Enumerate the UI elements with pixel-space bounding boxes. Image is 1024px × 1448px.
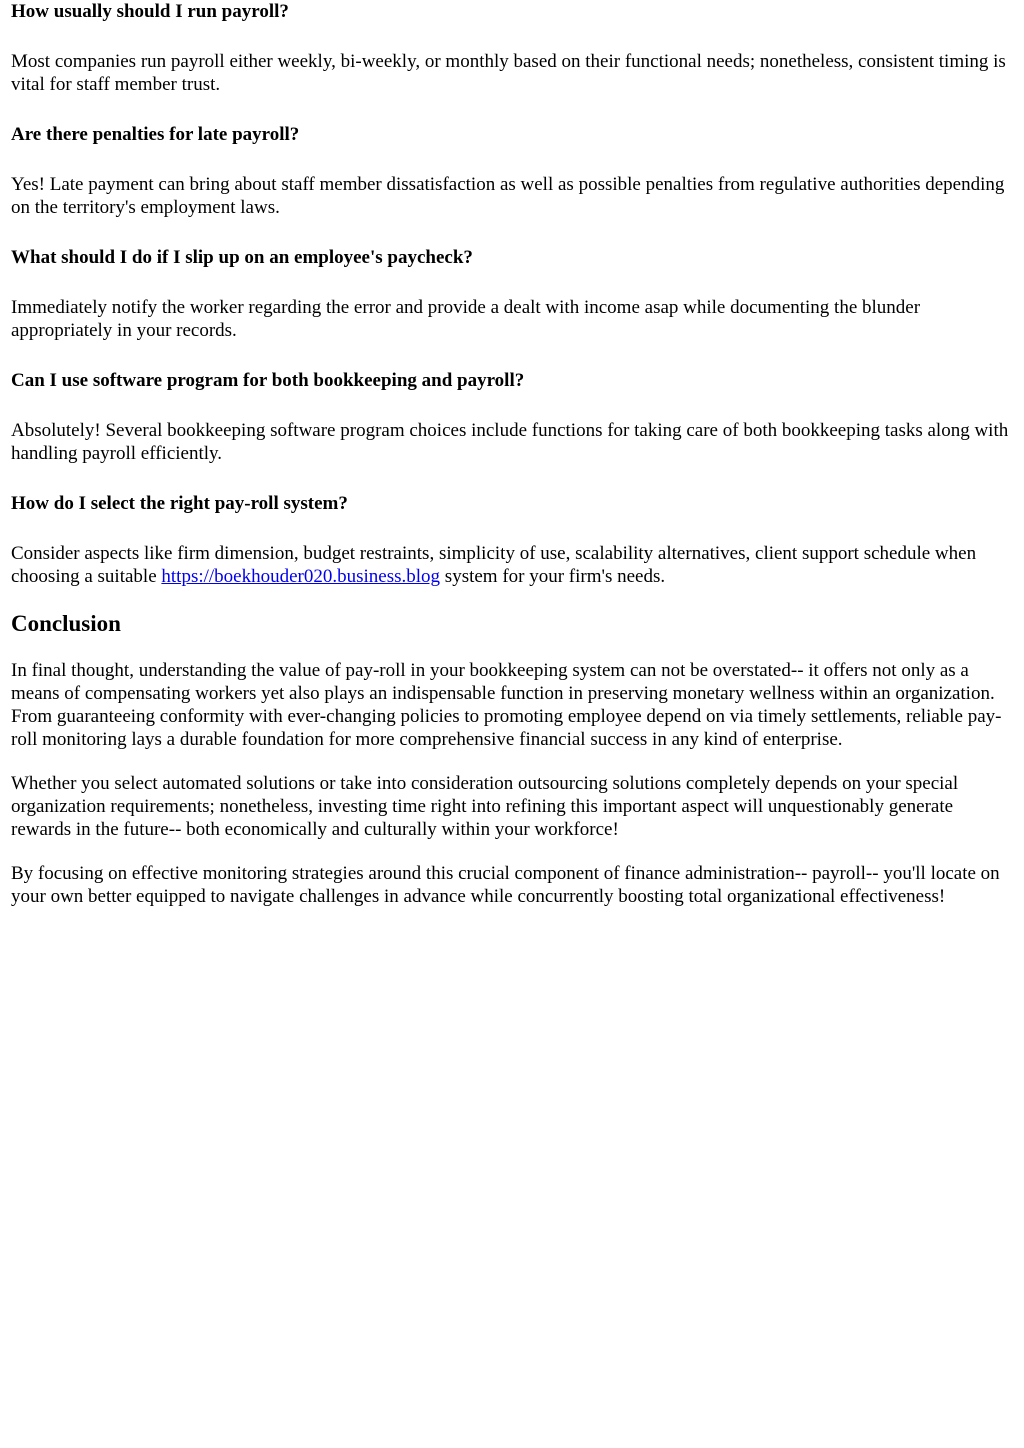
- faq-answer: Most companies run payroll either weekly, bi-weekly, or monthly based on their functional needs; nonetheless, consistent timing is vital for staff member trust.: [11, 51, 1006, 95]
- boekhouder-link[interactable]: https://boekhouder020.business.blog: [161, 566, 441, 587]
- conclusion-paragraph: By focusing on effective monitoring strategies around this crucial component of finance administration-- payroll-- you'll locate on your own better equipped to navigate challenges in advance while concurrently boosting total organizational effectiveness!: [11, 863, 1000, 907]
- faq-item: [11, 0, 1016, 96]
- faq-question: What should I do if I slip up on an employee's paycheck?: [11, 247, 473, 268]
- faq-question: Are there penalties for late payroll?: [11, 124, 300, 145]
- faq-answer: [11, 542, 1016, 588]
- conclusion-paragraph: In final thought, understanding the value of pay-roll in your bookkeeping system can not be overstated-- it offers not only as a means of compensating workers yet also plays an indispensable function in preserving monetary wellness within an organization. From guaranteeing conformity with ever-changing policies to promoting employee depend on via timely settlements, reliable pay-roll monitoring lays a durable foundation for more comprehensive financial success in any kind of enterprise.: [11, 660, 1002, 750]
- faq-question: How do I select the right pay-roll system?: [11, 493, 348, 514]
- faq-item: [11, 246, 1016, 342]
- faq-answer-text: system for your firm's needs.: [440, 566, 666, 587]
- faq-item: [11, 492, 1016, 588]
- faq-answer: Yes! Late payment can bring about staff member dissatisfaction as well as possible penalties from regulative authorities depending on the territory's employment laws.: [11, 174, 1005, 218]
- faq-question: Can I use software program for both bookkeeping and payroll?: [11, 370, 525, 391]
- faq-answer: Immediately notify the worker regarding the error and provide a dealt with income asap while documenting the blunder appropriately in your records.: [11, 297, 921, 341]
- faq-answer-text: Consider aspects like firm dimension, budget restraints, simplicity of use, scalability alternatives, client support schedule when choosing a suitable: [11, 543, 977, 587]
- faq-question: How usually should I run payroll?: [11, 1, 289, 22]
- faq-item: [11, 369, 1016, 465]
- conclusion-heading: Conclusion: [11, 611, 121, 636]
- faq-item: [11, 123, 1016, 219]
- faq-answer: Absolutely! Several bookkeeping software program choices include functions for taking care of both bookkeeping tasks along with handling payroll efficiently.: [11, 420, 1009, 464]
- conclusion-paragraph: Whether you select automated solutions or take into consideration outsourcing solutions completely depends on your special organization requirements; nonetheless, investing time right into refining this important aspect will unquestionably generate rewards in the future-- both economically and culturally within your workforce!: [11, 773, 959, 840]
